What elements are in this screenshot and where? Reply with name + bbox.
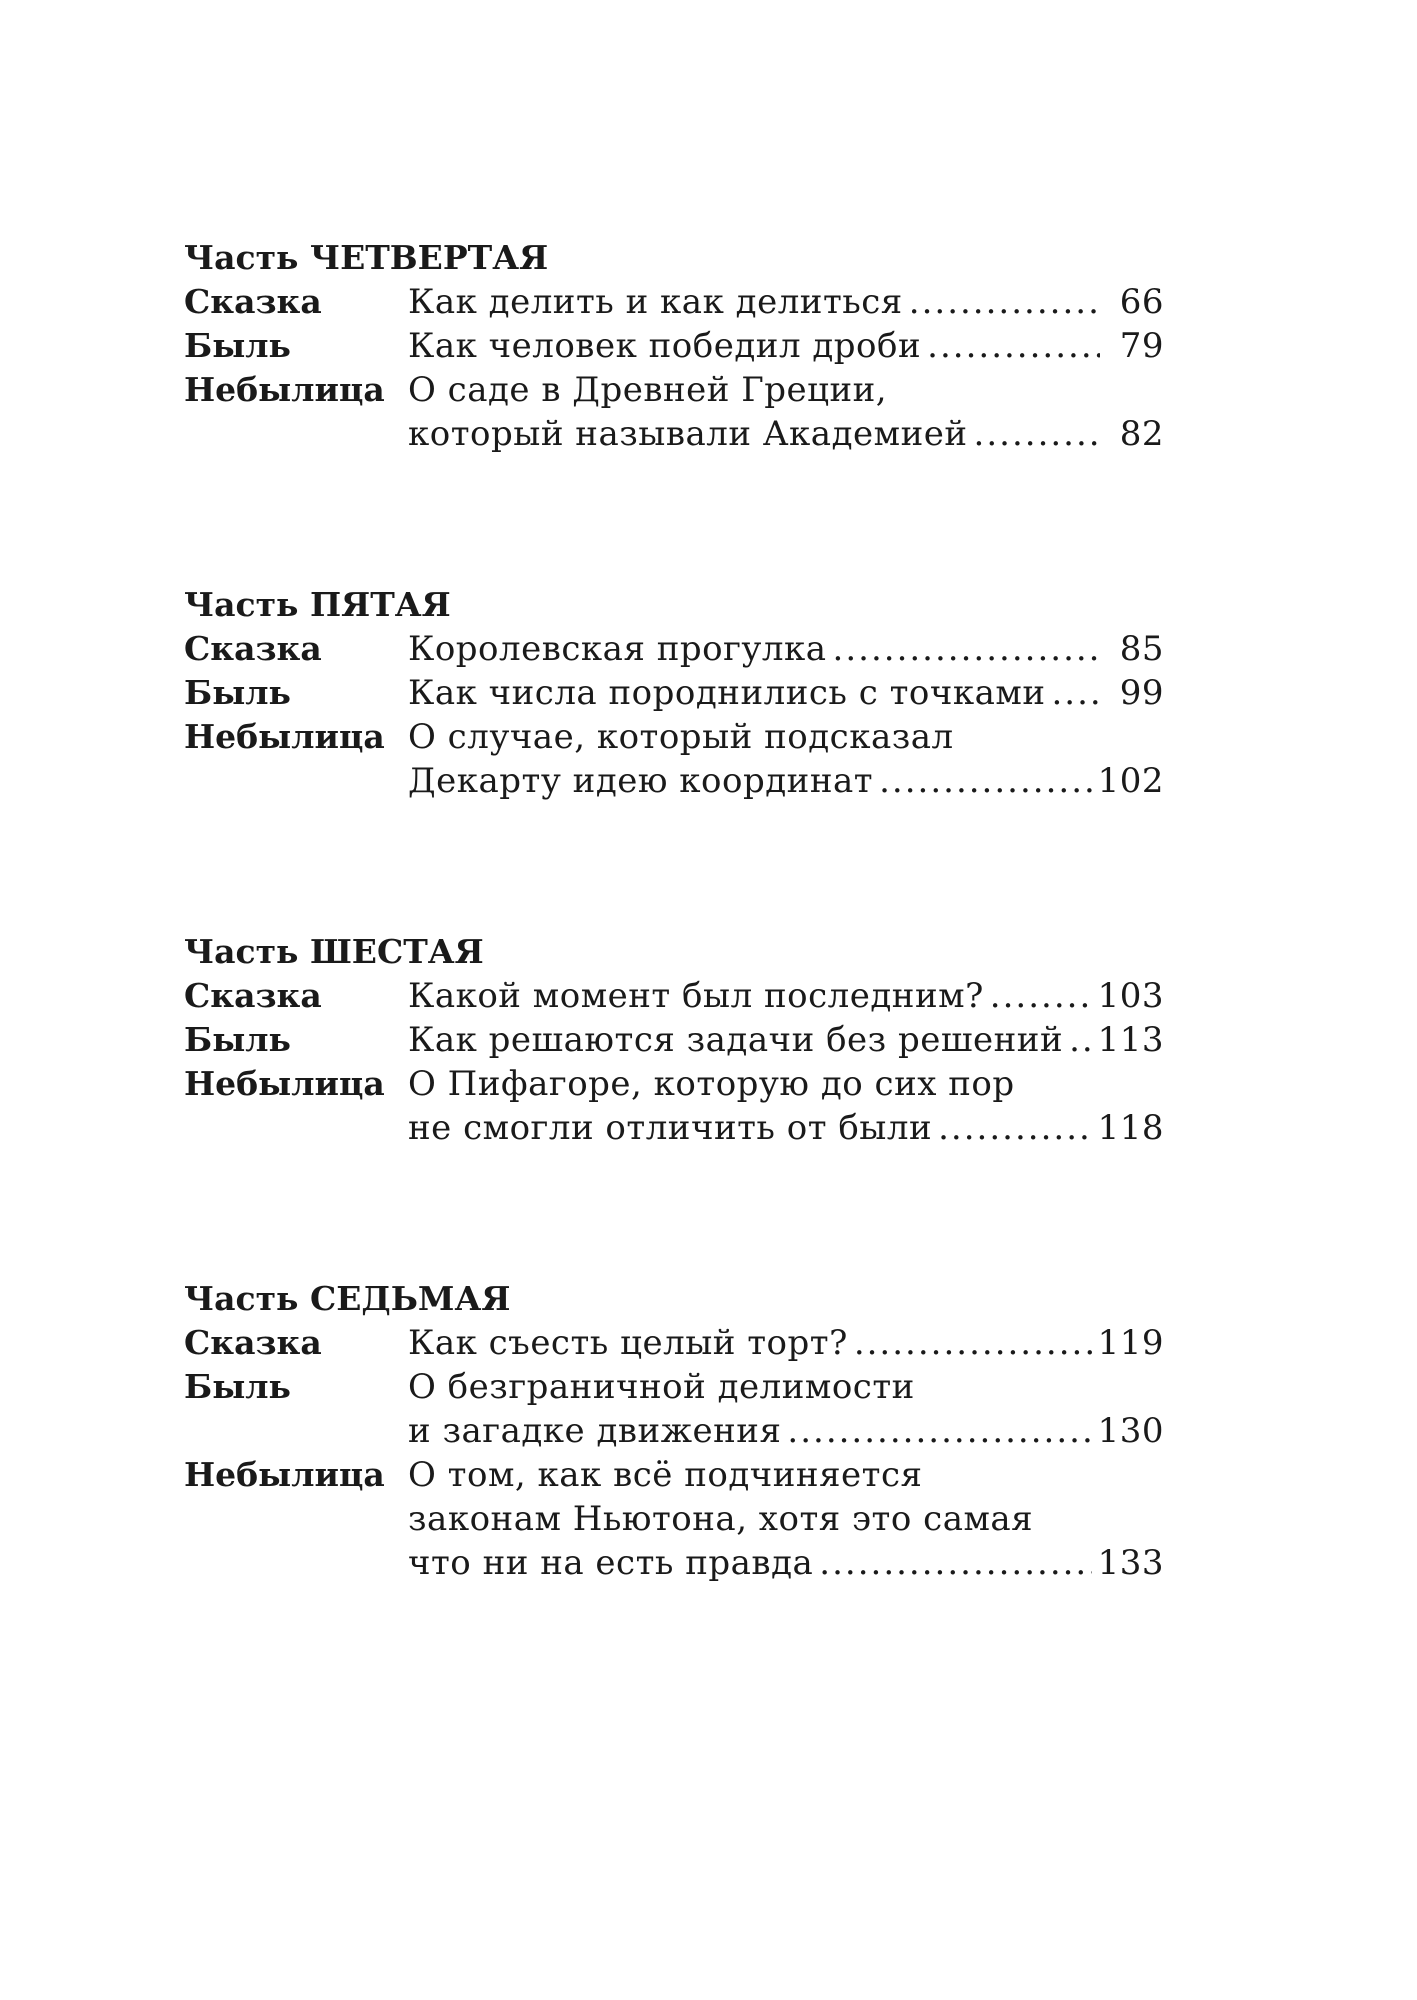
dot-leader [974, 412, 1100, 456]
entry-content [408, 1365, 1164, 1453]
entry-title-last-line [408, 324, 1164, 368]
entry-title: Как съесть целый торт? [408, 1323, 848, 1363]
entry-content [408, 671, 1164, 715]
entry-content [408, 974, 1164, 1018]
entry-genre: Сказка [184, 1323, 322, 1362]
toc-entry[interactable] [184, 280, 1164, 324]
entry-genre: Сказка [184, 976, 322, 1015]
toc-entry[interactable] [184, 324, 1164, 368]
toc-part [184, 236, 1164, 456]
toc-entry[interactable] [184, 974, 1164, 1018]
entry-content [408, 1018, 1164, 1062]
part-title: Часть ШЕСТАЯ [184, 932, 484, 971]
entry-title-line: О Пифагоре, которую до сих пор [408, 1064, 1015, 1104]
dot-leader [854, 1321, 1092, 1365]
entry-title-last-line [408, 1018, 1164, 1062]
entry-genre: Быль [184, 673, 291, 712]
entry-content [408, 368, 1164, 456]
toc-entry[interactable] [184, 1018, 1164, 1062]
entry-title-last-line [408, 1541, 1164, 1585]
entry-title: и загадке движения [408, 1411, 782, 1451]
entry-title-last-line [408, 627, 1164, 671]
toc-part [184, 930, 1164, 1150]
dot-leader [819, 1541, 1091, 1585]
entry-genre: Небылица [184, 1064, 385, 1103]
page-number: 66 [1119, 282, 1164, 322]
part-title: Часть ЧЕТВЕРТАЯ [184, 238, 549, 277]
dot-leader [787, 1409, 1091, 1453]
entry-title: Как делить и как делиться [408, 282, 903, 322]
entry-title-line: О случае, который подсказал [408, 717, 954, 757]
entry-title-last-line [408, 1409, 1164, 1453]
entry-title: Декарту идею координат [408, 761, 874, 801]
toc-entry[interactable] [184, 671, 1164, 715]
entry-title: Как решаются задачи без решений [408, 1020, 1064, 1060]
entry-title: Как числа породнились с точками [408, 673, 1046, 713]
entry-genre: Быль [184, 1020, 291, 1059]
toc-entry[interactable] [184, 1321, 1164, 1365]
entry-genre: Небылица [184, 1455, 385, 1494]
dot-leader [833, 627, 1100, 671]
entry-genre: Быль [184, 1367, 291, 1406]
toc-entry[interactable] [184, 1062, 1164, 1150]
page-number: 103 [1097, 976, 1164, 1016]
entry-content [408, 1453, 1164, 1585]
entry-content [408, 324, 1164, 368]
dot-leader [879, 759, 1092, 803]
dot-leader [927, 324, 1100, 368]
entry-title-line: законам Ньютона, хотя это самая [408, 1499, 1034, 1539]
entry-content [408, 1321, 1164, 1365]
dot-leader [990, 974, 1092, 1018]
dot-leader [1069, 1018, 1091, 1062]
dot-leader [938, 1106, 1091, 1150]
entry-title: не смогли отличить от были [408, 1108, 933, 1148]
page-number: 113 [1097, 1020, 1164, 1060]
toc-part [184, 583, 1164, 803]
entry-title-last-line [408, 1106, 1164, 1150]
entry-title: что ни на есть правда [408, 1543, 814, 1583]
entry-title: Как человек победил дроби [408, 326, 922, 366]
entry-content [408, 715, 1164, 803]
toc-part [184, 1277, 1164, 1585]
entry-content [408, 280, 1164, 324]
dot-leader [909, 280, 1100, 324]
toc-entry[interactable] [184, 1453, 1164, 1585]
entry-title-line: О саде в Древней Греции, [408, 370, 888, 410]
page-number: 79 [1119, 326, 1164, 366]
entry-title-last-line [408, 974, 1164, 1018]
entry-genre: Сказка [184, 282, 322, 321]
page-number: 118 [1097, 1108, 1164, 1148]
page-number: 82 [1119, 414, 1164, 454]
part-title: Часть СЕДЬМАЯ [184, 1279, 511, 1318]
entry-title-last-line [408, 1321, 1164, 1365]
entry-title: который называли Академией [408, 414, 968, 454]
toc-entry[interactable] [184, 627, 1164, 671]
entry-title-last-line [408, 280, 1164, 324]
page-number: 102 [1097, 761, 1164, 801]
dot-leader [1051, 671, 1100, 715]
entry-genre: Быль [184, 326, 291, 365]
page-number: 133 [1097, 1543, 1164, 1583]
toc-entry[interactable] [184, 368, 1164, 456]
page-number: 130 [1097, 1411, 1164, 1451]
part-title: Часть ПЯТАЯ [184, 585, 451, 624]
entry-title-last-line [408, 759, 1164, 803]
entry-title: Королевская прогулка [408, 629, 827, 669]
page-number: 119 [1097, 1323, 1164, 1363]
entry-content [408, 627, 1164, 671]
entry-genre: Небылица [184, 717, 385, 756]
entry-title-last-line [408, 671, 1164, 715]
page-number: 99 [1119, 673, 1164, 713]
entry-genre: Небылица [184, 370, 385, 409]
entry-genre: Сказка [184, 629, 322, 668]
entry-title: Какой момент был последним? [408, 976, 984, 1016]
toc-entry[interactable] [184, 715, 1164, 803]
entry-title-line: О безграничной делимости [408, 1367, 915, 1407]
toc-entry[interactable] [184, 1365, 1164, 1453]
page-number: 85 [1119, 629, 1164, 669]
table-of-contents [184, 236, 1164, 1712]
entry-title-line: О том, как всё подчиняется [408, 1455, 923, 1495]
entry-title-last-line [408, 412, 1164, 456]
entry-content [408, 1062, 1164, 1150]
